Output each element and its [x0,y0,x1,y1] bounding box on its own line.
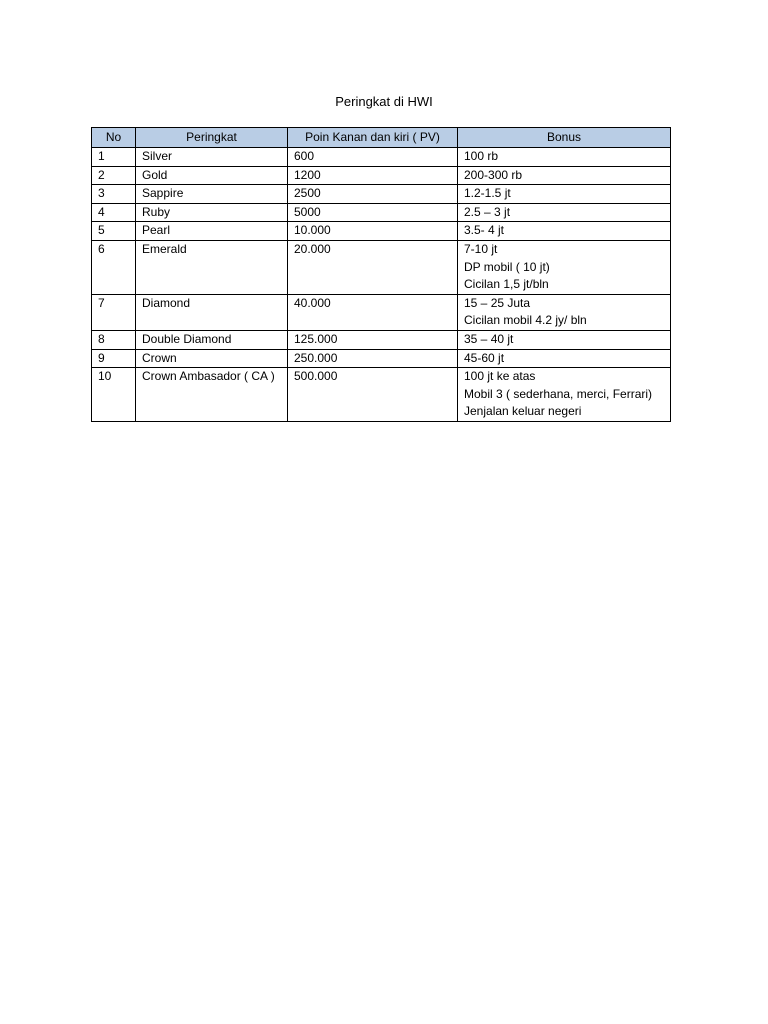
cell-peringkat: Crown Ambasador ( CA ) [136,368,288,422]
bonus-line: Jenjalan keluar negeri [464,404,582,419]
bonus-line: 3.5- 4 jt [464,223,505,238]
cell-peringkat: Sappire [136,185,288,204]
cell-peringkat: Diamond [136,294,288,330]
cell-bonus [458,294,671,330]
cell-bonus [458,166,671,185]
cell-poin: 600 [288,148,458,167]
bonus-line: 45-60 jt [464,350,505,365]
bonus-line: Cicilan mobil 4.2 jy/ bln [464,313,587,328]
cell-peringkat: Emerald [136,240,288,294]
table-body [92,148,671,422]
table-row [92,185,671,204]
bonus-line: 100 jt ke atas [464,369,536,384]
table-row [92,148,671,167]
bonus-line: Cicilan 1,5 jt/bln [464,277,549,292]
table-row [92,222,671,241]
cell-no: 8 [92,330,136,349]
table-row [92,349,671,368]
cell-no: 9 [92,349,136,368]
table-row [92,330,671,349]
header-peringkat: Peringkat [136,128,288,148]
cell-no: 2 [92,166,136,185]
cell-poin: 5000 [288,203,458,222]
rank-table [91,127,671,422]
cell-poin: 10.000 [288,222,458,241]
cell-bonus [458,185,671,204]
cell-bonus [458,222,671,241]
cell-bonus [458,240,671,294]
cell-peringkat: Crown [136,349,288,368]
cell-peringkat: Ruby [136,203,288,222]
cell-no: 3 [92,185,136,204]
cell-no: 10 [92,368,136,422]
cell-poin: 500.000 [288,368,458,422]
bonus-line: 35 – 40 jt [464,331,514,346]
cell-peringkat: Pearl [136,222,288,241]
cell-peringkat: Silver [136,148,288,167]
cell-peringkat: Double Diamond [136,330,288,349]
cell-no: 4 [92,203,136,222]
bonus-line: Mobil 3 ( sederhana, merci, Ferrari) [464,386,653,401]
bonus-line: 1.2-1.5 jt [464,186,511,201]
bonus-line: 7-10 jt [464,241,498,256]
table-row [92,203,671,222]
table-row [92,240,671,294]
cell-bonus [458,203,671,222]
cell-bonus [458,368,671,422]
cell-peringkat: Gold [136,166,288,185]
bonus-line: 2.5 – 3 jt [464,204,511,219]
header-no: No [92,128,136,148]
table-header-row [92,128,671,148]
table-row [92,294,671,330]
bonus-line: 100 rb [464,149,499,163]
cell-bonus [458,330,671,349]
cell-no: 1 [92,148,136,167]
cell-poin: 2500 [288,185,458,204]
table-row [92,166,671,185]
header-bonus: Bonus [458,128,671,148]
cell-no: 6 [92,240,136,294]
cell-bonus [458,148,671,167]
cell-poin: 1200 [288,166,458,185]
cell-bonus [458,349,671,368]
bonus-line: 200-300 rb [464,167,523,182]
cell-poin: 125.000 [288,330,458,349]
page-title: Peringkat di HWI [335,94,433,109]
cell-no: 5 [92,222,136,241]
bonus-line: 15 – 25 Juta [464,295,531,310]
table-row [92,368,671,422]
bonus-line: DP mobil ( 10 jt) [464,259,550,274]
cell-poin: 20.000 [288,240,458,294]
cell-poin: 250.000 [288,349,458,368]
cell-poin: 40.000 [288,294,458,330]
cell-no: 7 [92,294,136,330]
header-poin: Poin Kanan dan kiri ( PV) [288,128,458,148]
